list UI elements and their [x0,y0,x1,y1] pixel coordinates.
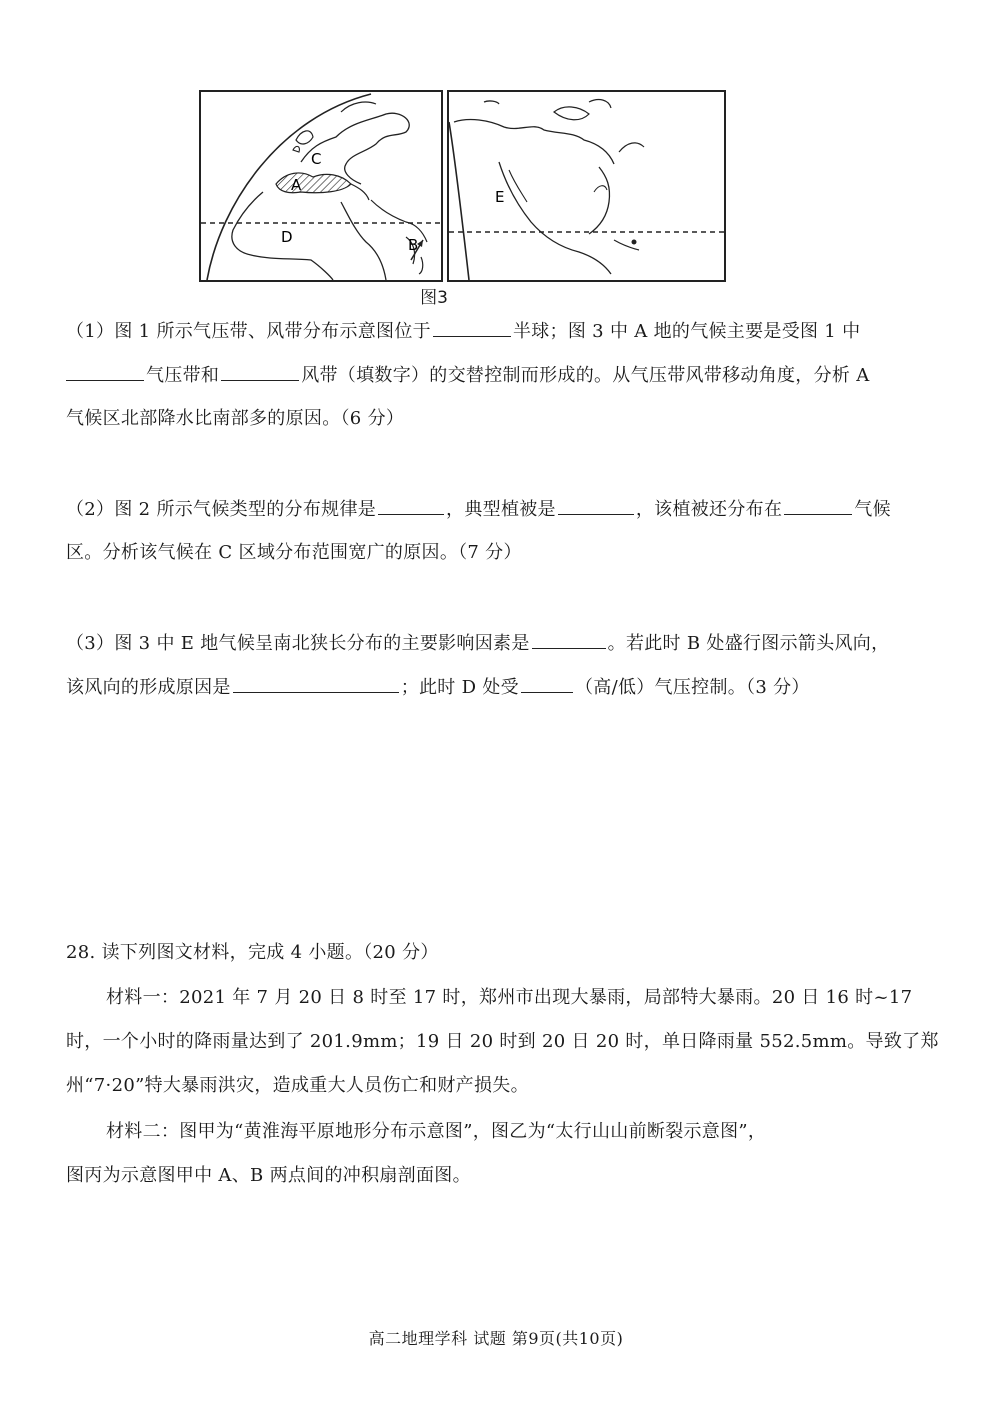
q28-material1-line2: 时，一个小时的降雨量达到了 201.9mm；19 日 20 时到 20 日 20 时，单日降雨量 552.5mm。导致了郑 [66,1031,939,1052]
q28-material2-line2: 图丙为示意图甲中 A、B 两点间的冲积扇剖面图。 [66,1165,471,1186]
q28-material1-line1: 材料一：2021 年 7 月 20 日 8 时至 17 时，郑州市出现大暴雨，局部特大暴雨。20 日 16 时~17 [106,987,913,1008]
q3-text-c: 该风向的形成原因是 [66,677,231,698]
q3-blank-reason[interactable] [233,674,399,693]
left-map-drawing [201,92,441,280]
label-b: B [408,236,419,254]
q3-line2 [66,674,810,701]
figure-caption: 图3 [420,288,448,308]
figure3-right-map [447,90,726,282]
q3-text-b: 。若此时 B 处盛行图示箭头风向， [607,633,890,654]
q2-text-d: 气候 [854,499,891,520]
q1-blank-wind-belt[interactable] [221,362,299,381]
q2-text-b: ，典型植被是 [446,499,556,520]
right-map-drawing [449,92,724,280]
q1-blank-hemisphere[interactable] [433,318,511,337]
page-footer: 高二地理学科 试题 第9页(共10页) [368,1329,624,1348]
q1-line2 [66,362,870,389]
label-d: D [281,228,293,246]
label-e: E [495,188,505,206]
q3-blank-pressure[interactable] [521,674,573,693]
q28-material2-line1: 材料二：图甲为“黄淮海平原地形分布示意图”，图乙为“太行山山前断裂示意图”， [106,1121,767,1142]
q1-text-d: 风带（填数字）的交替控制而形成的。从气压带风带移动角度，分析 A [301,365,870,386]
q1-text-c: 气压带和 [146,365,220,386]
q3-line1 [66,630,889,657]
label-c: C [311,150,322,168]
q2-line1 [66,496,891,523]
label-a: A [291,176,302,194]
q3-blank-factor[interactable] [532,630,606,649]
q1-text-e: 气候区北部降水比南部多的原因。（6 分） [66,408,405,429]
q3-text-d: ；此时 D 处受 [400,677,519,698]
q1-line1 [66,318,860,345]
q1-blank-pressure-belt[interactable] [66,362,144,381]
q2-blank-vegetation[interactable] [558,496,634,515]
q28-title: 28. 读下列图文材料，完成 4 小题。（20 分） [66,942,439,963]
q2-text-c: ，该植被还分布在 [635,499,783,520]
q2-text-a: （2）图 2 所示气候类型的分布规律是 [66,499,377,520]
q3-text-a: （3）图 3 中 E 地气候呈南北狭长分布的主要影响因素是 [66,633,530,654]
figure3-left-map [199,90,443,282]
q2-blank-climate[interactable] [784,496,852,515]
q1-line3 [66,406,404,432]
q2-blank-pattern[interactable] [378,496,444,515]
q3-text-e: （高/低）气压控制。（3 分） [574,677,810,698]
q2-text-e: 区。分析该气候在 C 区域分布范围宽广的原因。（7 分） [66,542,522,563]
q1-text-a: （1）图 1 所示气压带、风带分布示意图位于 [66,321,431,342]
q2-line2 [66,540,522,566]
q28-material1-line3: 州“7·20”特大暴雨洪灾，造成重大人员伤亡和财产损失。 [66,1075,529,1096]
q1-text-b: 半球；图 3 中 A 地的气候主要是受图 1 中 [512,321,861,342]
